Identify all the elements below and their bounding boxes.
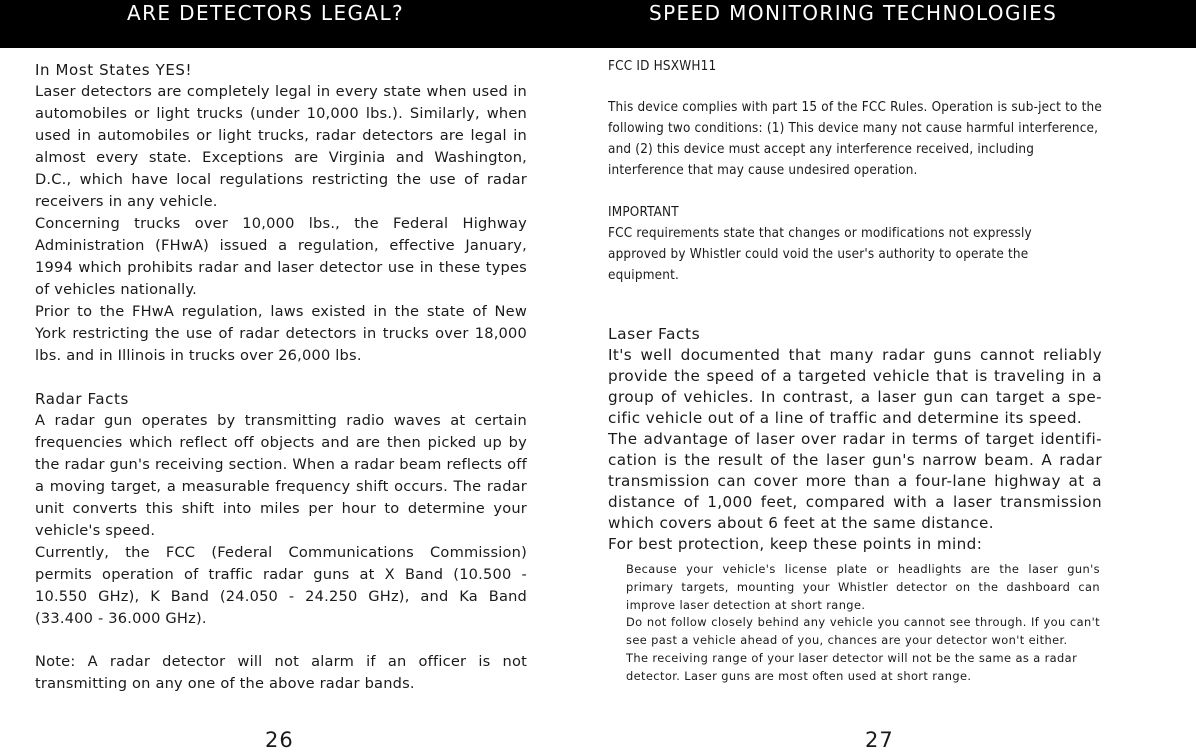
tip-item: Do not follow closely behind any vehicle you cannot see through. If you can't see past a vehicle ahead of you, chances are your detector won't either. [626, 615, 1100, 648]
right-page-number: 27 [865, 728, 894, 752]
legal-paragraph-2: Concerning trucks over 10,000 lbs., the Federal Highway Administration (FHwA) issued a regulation, effective January, 1994 which prohibits radar and laser detector use in these types of vehicles nationally. [35, 215, 527, 298]
left-page-number: 26 [265, 728, 294, 752]
fcc-id: FCC ID HSXWH11 [608, 59, 717, 74]
laser-facts-section [608, 324, 1102, 555]
laser-paragraph-3: For best protection, keep these points in mind: [608, 535, 983, 553]
note-text: A radar detector will not alarm if an officer is not transmitting on any one of the above radar bands. [35, 653, 527, 692]
left-page-content [35, 59, 527, 695]
laser-facts-heading: Laser Facts [608, 325, 701, 343]
radar-paragraph-2: Currently, the FCC (Federal Communications Commission) permits operation of traffic radar guns at X Band (10.500 - 10.550 GHz), K Band (24.050 - 24.250 GHz), and Ka Band (33.400 - 36.000 GHz). [35, 544, 527, 627]
header-bar [0, 0, 1196, 48]
important-heading: IMPORTANT [608, 205, 679, 220]
radar-facts-heading: Radar Facts [35, 390, 129, 408]
laser-paragraph-2: The advantage of laser over radar in terms of target identifi-cation is the result of the laser gun's narrow beam. A radar transmission can cover more than a four-lane highway at a distance of 1,000 feet, compared with a laser transmission which covers about 6 feet at the same distance. [608, 430, 1102, 532]
note-paragraph [35, 651, 527, 695]
fcc-statement: This device complies with part 15 of the FCC Rules. Operation is sub-ject to the following two conditions: (1) This device many not cause harmful interference, and (2) this device must accept any interference received, including interference that may cause undesired operation. [608, 100, 1102, 178]
laser-paragraph-1: It's well documented that many radar guns cannot reliably provide the speed of a targeted vehicle that is traveling in a group of vehicles. In contrast, a laser gun can target a spe-cific vehicle out of a line of traffic and determine its speed. [608, 346, 1102, 427]
intro-heading: In Most States YES! [35, 61, 193, 79]
tip-item: The receiving range of your laser detector will not be the same as a radar detector. Laser guns are most often used at short range. [626, 650, 1078, 683]
legal-paragraph-3: Prior to the FHwA regulation, laws existed in the state of New York restricting the use of radar detectors in trucks over 18,000 lbs. and in Illinois in trucks over 26,000 lbs. [35, 303, 527, 364]
right-page-title: SPEED MONITORING TECHNOLOGIES [649, 1, 1058, 25]
important-text: FCC requirements state that changes or modifications not expressly approved by Whistler could void the user's authority to operate the equipment. [608, 226, 1032, 283]
radar-paragraph-1: A radar gun operates by transmitting radio waves at certain frequencies which reflect off objects and are then picked up by the radar gun's receiving section. When a radar beam reflects off a moving target, a measurable frequency shift occurs. The radar unit converts this shift into miles per hour to determine your vehicle's speed. [35, 412, 527, 539]
protection-tips [626, 561, 1100, 686]
tip-item: Because your vehicle's license plate or headlights are the laser gun's primary targets, mounting your Whistler detector on the dashboard can improve laser detection at short range. [626, 562, 1100, 612]
legal-paragraph-1: Laser detectors are completely legal in every state when used in automobiles or light trucks (under 10,000 lbs.). Similarly, when used in automobiles or light trucks, radar detectors are legal in almost every state. Exceptions are Virginia and Washington, D.C., which have local regulations restricting the use of radar receivers in any vehicle. [35, 83, 527, 210]
left-page-title: ARE DETECTORS LEGAL? [127, 1, 405, 25]
note-label: Note: [35, 653, 76, 670]
